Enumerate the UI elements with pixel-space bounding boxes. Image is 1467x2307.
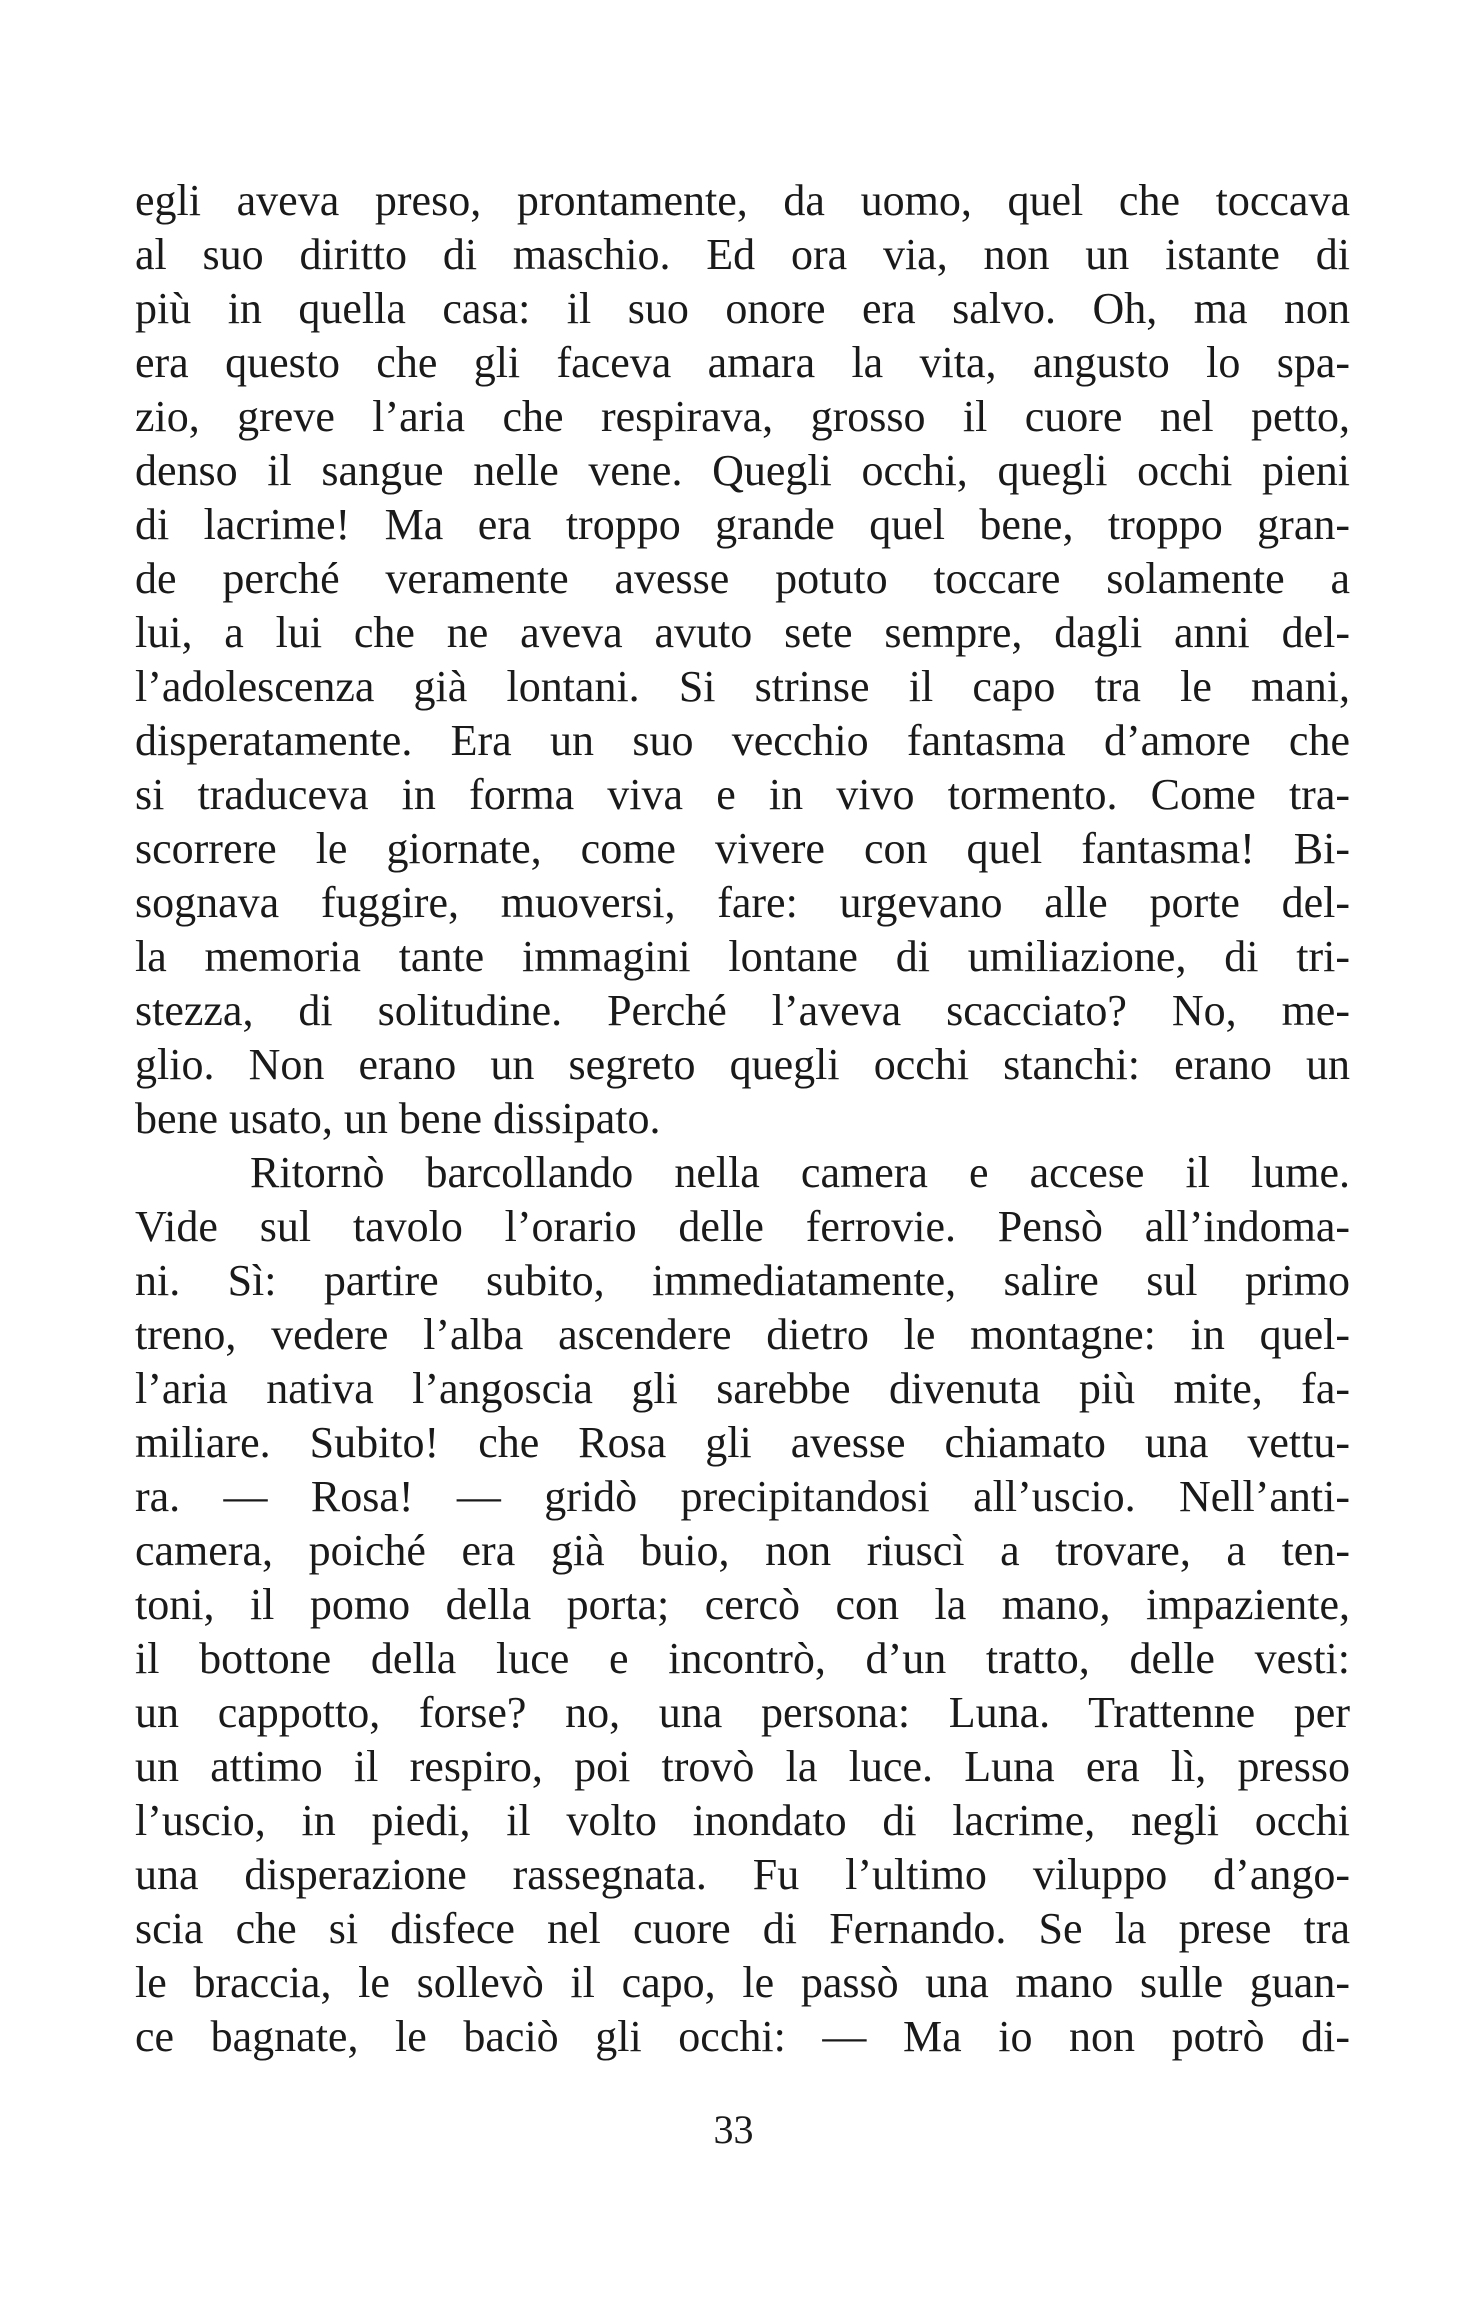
text-line-3: più in quella casa: il suo onore era salvo. Oh, ma non xyxy=(135,284,1350,333)
text-line-29: un cappotto, forse? no, una persona: Luna. Trattenne per xyxy=(135,1688,1350,1737)
text-line-8: de perché veramente avesse potuto toccare solamente a xyxy=(135,554,1350,603)
text-line-15: la memoria tante immagini lontane di umiliazione, di tri- xyxy=(135,932,1350,981)
text-line-35: ce bagnate, le baciò gli occhi: — Ma io non potrò di- xyxy=(135,2012,1350,2061)
text-line-11: disperatamente. Era un suo vecchio fantasma d’amore che xyxy=(135,716,1350,765)
text-line-33: scia che si disfece nel cuore di Fernando. Se la prese tra xyxy=(135,1904,1350,1953)
text-line-31: l’uscio, in piedi, il volto inondato di lacrime, negli occhi xyxy=(135,1796,1350,1845)
text-line-4: era questo che gli faceva amara la vita, angusto lo spa- xyxy=(135,338,1350,387)
text-line-34: le braccia, le sollevò il capo, le passò una mano sulle guan- xyxy=(135,1958,1350,2007)
text-line-22: treno, vedere l’alba ascendere dietro le montagne: in quel- xyxy=(135,1310,1350,1359)
text-line-14: sognava fuggire, muoversi, fare: urgevano alle porte del- xyxy=(135,878,1350,927)
text-line-18: bene usato, un bene dissipato. xyxy=(135,1094,661,1143)
text-line-24: miliare. Subito! che Rosa gli avesse chiamato una vettu- xyxy=(135,1418,1350,1467)
text-line-28: il bottone della luce e incontrò, d’un tratto, delle vesti: xyxy=(135,1634,1350,1683)
text-line-21: ni. Sì: partire subito, immediatamente, salire sul primo xyxy=(135,1256,1350,1305)
text-line-10: l’adolescenza già lontani. Si strinse il capo tra le mani, xyxy=(135,662,1350,711)
text-line-32: una disperazione rassegnata. Fu l’ultimo viluppo d’ango- xyxy=(135,1850,1350,1899)
text-line-25: ra. — Rosa! — gridò precipitandosi all’uscio. Nell’anti- xyxy=(135,1472,1350,1521)
text-line-5: zio, greve l’aria che respirava, grosso il cuore nel petto, xyxy=(135,392,1350,441)
text-line-6: denso il sangue nelle vene. Quegli occhi, quegli occhi pieni xyxy=(135,446,1350,495)
text-line-13: scorrere le giornate, come vivere con quel fantasma! Bi- xyxy=(135,824,1350,873)
text-line-17: glio. Non erano un segreto quegli occhi stanchi: erano un xyxy=(135,1040,1350,1089)
text-line-19: Ritornò barcollando nella camera e accese il lume. xyxy=(250,1148,1350,1197)
body-text xyxy=(135,174,1350,2064)
text-line-1: egli aveva preso, prontamente, da uomo, quel che toccava xyxy=(135,176,1350,225)
text-line-23: l’aria nativa l’angoscia gli sarebbe divenuta più mite, fa- xyxy=(135,1364,1350,1413)
text-line-20: Vide sul tavolo l’orario delle ferrovie. Pensò all’indoma- xyxy=(135,1202,1350,1251)
text-line-16: stezza, di solitudine. Perché l’aveva scacciato? No, me- xyxy=(135,986,1350,1035)
text-line-2: al suo diritto di maschio. Ed ora via, non un istante di xyxy=(135,230,1350,279)
text-line-9: lui, a lui che ne aveva avuto sete sempre, dagli anni del- xyxy=(135,608,1350,657)
text-line-26: camera, poiché era già buio, non riuscì a trovare, a ten- xyxy=(135,1526,1350,1575)
text-line-30: un attimo il respiro, poi trovò la luce. Luna era lì, presso xyxy=(135,1742,1350,1791)
page-number: 33 xyxy=(713,2107,754,2152)
text-line-12: si traduceva in forma viva e in vivo tormento. Come tra- xyxy=(135,770,1350,819)
text-line-7: di lacrime! Ma era troppo grande quel bene, troppo gran- xyxy=(135,500,1350,549)
text-line-27: toni, il pomo della porta; cercò con la mano, impaziente, xyxy=(135,1580,1350,1629)
